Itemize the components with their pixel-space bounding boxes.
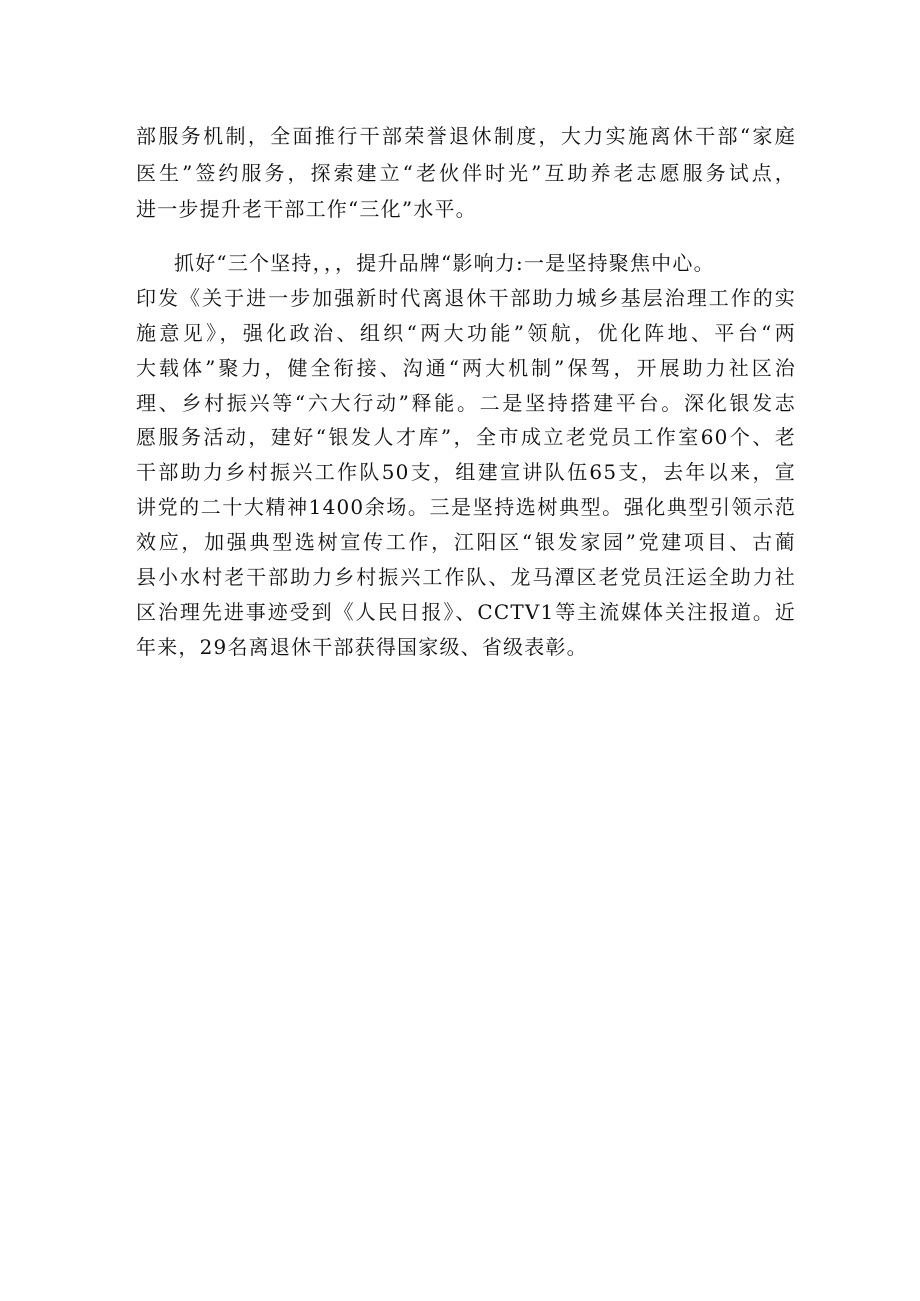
paragraph-2 <box>136 246 796 665</box>
paragraph-line: 区治理先进事迹受到《人民日报》、CCTV1等主流媒体关注报道。近 <box>136 599 796 624</box>
paragraph-line: 愿服务活动，建好“银发人才库”，全市成立老党员工作室60个、老 <box>136 425 796 450</box>
paragraph-line: 理、乡村振兴等“六大行动”释能。二是坚持搭建平台。深化银发志 <box>136 390 796 415</box>
paragraph-line: 干部助力乡村振兴工作队50支，组建宣讲队伍65支，去年以来，宣 <box>136 460 796 485</box>
paragraph-line: 医生”签约服务，探索建立“老伙伴时光”互助养老志愿服务试点， <box>136 160 796 185</box>
paragraph-line: 县小水村老干部助力乡村振兴工作队、龙马潭区老党员汪运全助力社 <box>136 565 796 590</box>
paragraph-line: 施意见》，强化政治、组织“两大功能”领航，优化阵地、平台“两 <box>136 320 796 345</box>
paragraph-1 <box>136 118 796 228</box>
paragraph-line: 年来，29名离退休干部获得国家级、省级表彰。 <box>136 634 588 659</box>
paragraph-line: 进一步提升老干部工作“三化”水平。 <box>136 197 477 221</box>
paragraph-line: 抓好“三个坚持，，，提升品牌“影响力:一是坚持聚焦中心。 <box>174 251 715 275</box>
paragraph-line: 效应，加强典型选树宣传工作，江阳区“银发家园”党建项目、古蔺 <box>136 530 796 555</box>
paragraph-line: 讲党的二十大精神1400余场。三是坚持选树典型。强化典型引领示范 <box>136 495 796 520</box>
paragraph-line: 大载体”聚力，健全衔接、沟通“两大机制”保驾，开展助力社区治 <box>136 355 796 380</box>
paragraph-line: 部服务机制，全面推行干部荣誉退休制度，大力实施离休干部“家庭 <box>136 124 796 148</box>
paragraph-line: 印发《关于进一步加强新时代离退休干部助力城乡基层治理工作的实 <box>136 285 796 310</box>
